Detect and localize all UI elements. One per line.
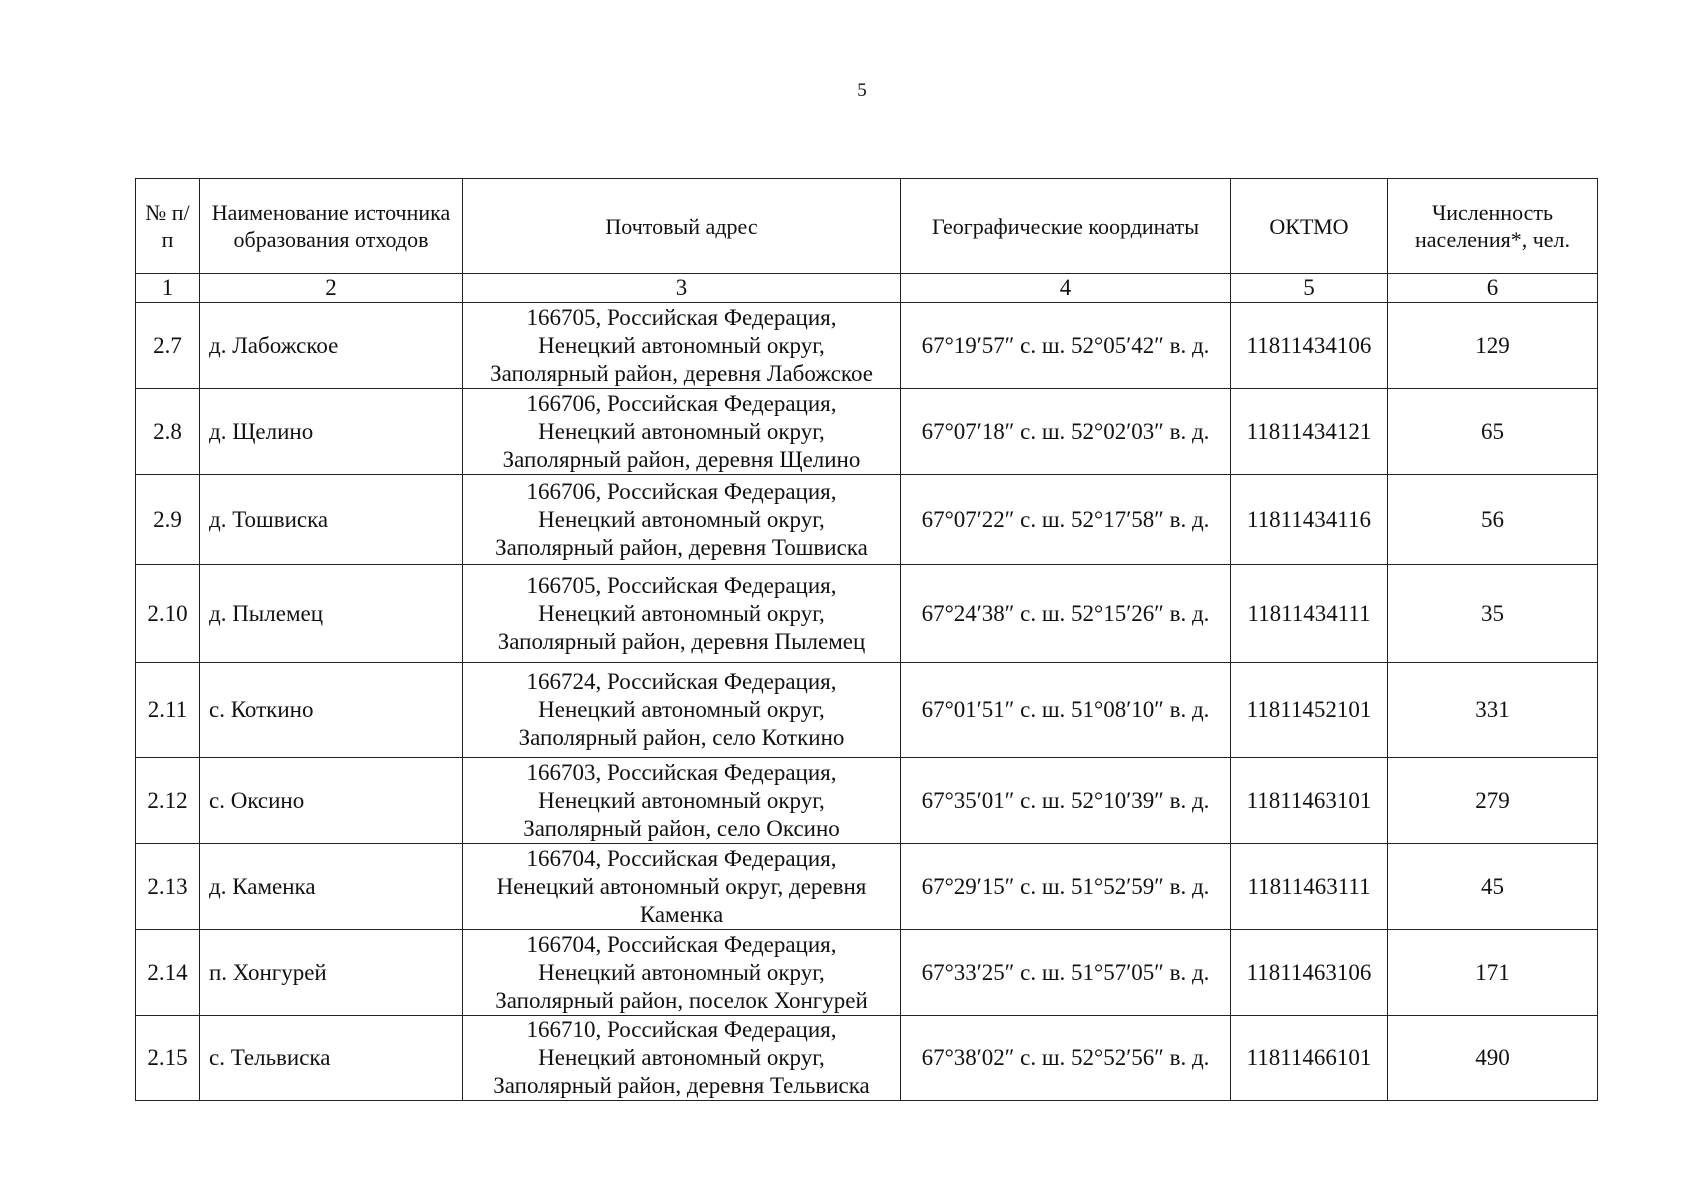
- row-number-cell: 2.11: [136, 663, 200, 758]
- address-line: 166724, Российская Федерация,: [526, 669, 837, 694]
- column-number: 3: [463, 274, 901, 303]
- address-line: Ненецкий автономный округ,: [538, 506, 825, 532]
- source-name-cell: д. Тошвиска: [200, 475, 463, 565]
- header-postal-address: Почтовый адрес: [463, 179, 901, 274]
- population-cell: 129: [1388, 303, 1598, 389]
- address-line: Заполярный район, деревня Тельвиска: [493, 1073, 870, 1098]
- row-number-cell: 2.15: [136, 1016, 200, 1101]
- address-line: Ненецкий автономный округ,: [538, 1045, 825, 1070]
- coordinates-cell: 67°07′22″ с. ш. 52°17′58″ в. д.: [901, 475, 1231, 565]
- column-number: 2: [200, 274, 463, 303]
- address-line: 166710, Российская Федерация,: [526, 1017, 837, 1042]
- row-number-cell: 2.7: [136, 303, 200, 389]
- row-number-cell: 2.13: [136, 844, 200, 930]
- table-row: [136, 930, 1598, 1016]
- row-number-cell: 2.12: [136, 758, 200, 844]
- source-name-cell: д. Лабожское: [200, 303, 463, 389]
- column-number-row: [136, 274, 1598, 303]
- oktmo-cell: 11811434106: [1231, 303, 1388, 389]
- coordinates-cell: 67°19′57″ с. ш. 52°05′42″ в. д.: [901, 303, 1231, 389]
- oktmo-cell: 11811463101: [1231, 758, 1388, 844]
- address-line: Заполярный район, деревня Пылемец: [497, 628, 866, 654]
- waste-sources-table: [135, 178, 1598, 1101]
- source-name-cell: с. Тельвиска: [200, 1016, 463, 1101]
- coordinates-cell: 67°35′01″ с. ш. 52°10′39″ в. д.: [901, 758, 1231, 844]
- postal-address-cell: [463, 1016, 901, 1101]
- source-name-cell: д. Щелино: [200, 389, 463, 475]
- population-cell: 279: [1388, 758, 1598, 844]
- column-number: 4: [901, 274, 1231, 303]
- table-row: [136, 844, 1598, 930]
- population-cell: 331: [1388, 663, 1598, 758]
- address-line: Заполярный район, деревня Щелино: [502, 446, 861, 472]
- page-number: 5: [857, 80, 867, 101]
- address-line: Ненецкий автономный округ,: [538, 600, 825, 626]
- address-line: Ненецкий автономный округ,: [538, 697, 825, 722]
- population-cell: 490: [1388, 1016, 1598, 1101]
- row-number-cell: 2.8: [136, 389, 200, 475]
- address-line: Ненецкий автономный округ,: [538, 787, 825, 813]
- postal-address-cell: [463, 565, 901, 663]
- address-line: Заполярный район, деревня Лабожское: [490, 360, 873, 386]
- postal-address-cell: [463, 758, 901, 844]
- header-population: Численность населения*, чел.: [1388, 179, 1598, 274]
- coordinates-cell: 67°24′38″ с. ш. 52°15′26″ в. д.: [901, 565, 1231, 663]
- oktmo-cell: 11811434116: [1231, 475, 1388, 565]
- table-row: [136, 303, 1598, 389]
- address-line: Заполярный район, село Коткино: [518, 725, 845, 750]
- table-body: [136, 303, 1598, 1101]
- table-row: [136, 663, 1598, 758]
- population-cell: 171: [1388, 930, 1598, 1016]
- oktmo-cell: 11811466101: [1231, 1016, 1388, 1101]
- postal-address-cell: [463, 930, 901, 1016]
- row-number-cell: 2.14: [136, 930, 200, 1016]
- address-line: Заполярный район, село Оксино: [523, 815, 840, 841]
- source-name-cell: д. Каменка: [200, 844, 463, 930]
- coordinates-cell: 67°07′18″ с. ш. 52°02′03″ в. д.: [901, 389, 1231, 475]
- header-source-name: Наименование источника образования отходов: [200, 179, 463, 274]
- row-number-cell: 2.9: [136, 475, 200, 565]
- population-cell: 56: [1388, 475, 1598, 565]
- column-number: 5: [1231, 274, 1388, 303]
- postal-address-cell: [463, 303, 901, 389]
- address-line: Ненецкий автономный округ, деревня: [496, 873, 867, 899]
- table-header-row: [136, 179, 1598, 274]
- address-line: Ненецкий автономный округ,: [538, 418, 825, 444]
- coordinates-cell: 67°38′02″ с. ш. 52°52′56″ в. д.: [901, 1016, 1231, 1101]
- postal-address-cell: [463, 663, 901, 758]
- header-coordinates: Географические координаты: [901, 179, 1231, 274]
- address-line: Ненецкий автономный округ,: [538, 959, 825, 985]
- source-name-cell: п. Хонгурей: [200, 930, 463, 1016]
- row-number-cell: 2.10: [136, 565, 200, 663]
- address-line: 166703, Российская Федерация,: [526, 759, 837, 785]
- address-line: 166705, Российская Федерация,: [526, 304, 837, 330]
- oktmo-cell: 11811434111: [1231, 565, 1388, 663]
- coordinates-cell: 67°33′25″ с. ш. 51°57′05″ в. д.: [901, 930, 1231, 1016]
- address-line: 166704, Российская Федерация,: [526, 845, 837, 871]
- table-row: [136, 565, 1598, 663]
- coordinates-cell: 67°01′51″ с. ш. 51°08′10″ в. д.: [901, 663, 1231, 758]
- coordinates-cell: 67°29′15″ с. ш. 51°52′59″ в. д.: [901, 844, 1231, 930]
- population-cell: 65: [1388, 389, 1598, 475]
- source-name-cell: д. Пылемец: [200, 565, 463, 663]
- postal-address-cell: [463, 844, 901, 930]
- address-line: Заполярный район, поселок Хонгурей: [495, 987, 868, 1013]
- oktmo-cell: 11811452101: [1231, 663, 1388, 758]
- address-line: Ненецкий автономный округ,: [538, 332, 825, 358]
- table-row: [136, 1016, 1598, 1101]
- source-name-cell: с. Оксино: [200, 758, 463, 844]
- header-oktmo: ОКТМО: [1231, 179, 1388, 274]
- postal-address-cell: [463, 475, 901, 565]
- oktmo-cell: 11811434121: [1231, 389, 1388, 475]
- table-row: [136, 389, 1598, 475]
- address-line: 166706, Российская Федерация,: [526, 390, 837, 416]
- column-number: 1: [136, 274, 200, 303]
- header-number: № п/п: [136, 179, 200, 274]
- table-row: [136, 475, 1598, 565]
- oktmo-cell: 11811463111: [1231, 844, 1388, 930]
- address-line: 166704, Российская Федерация,: [526, 931, 837, 957]
- address-line: Каменка: [639, 901, 724, 927]
- source-name-cell: с. Коткино: [200, 663, 463, 758]
- oktmo-cell: 11811463106: [1231, 930, 1388, 1016]
- address-line: 166706, Российская Федерация,: [526, 478, 837, 504]
- population-cell: 35: [1388, 565, 1598, 663]
- population-cell: 45: [1388, 844, 1598, 930]
- column-number: 6: [1388, 274, 1598, 303]
- postal-address-cell: [463, 389, 901, 475]
- table-row: [136, 758, 1598, 844]
- address-line: Заполярный район, деревня Тошвиска: [495, 534, 868, 560]
- address-line: 166705, Российская Федерация,: [526, 572, 837, 598]
